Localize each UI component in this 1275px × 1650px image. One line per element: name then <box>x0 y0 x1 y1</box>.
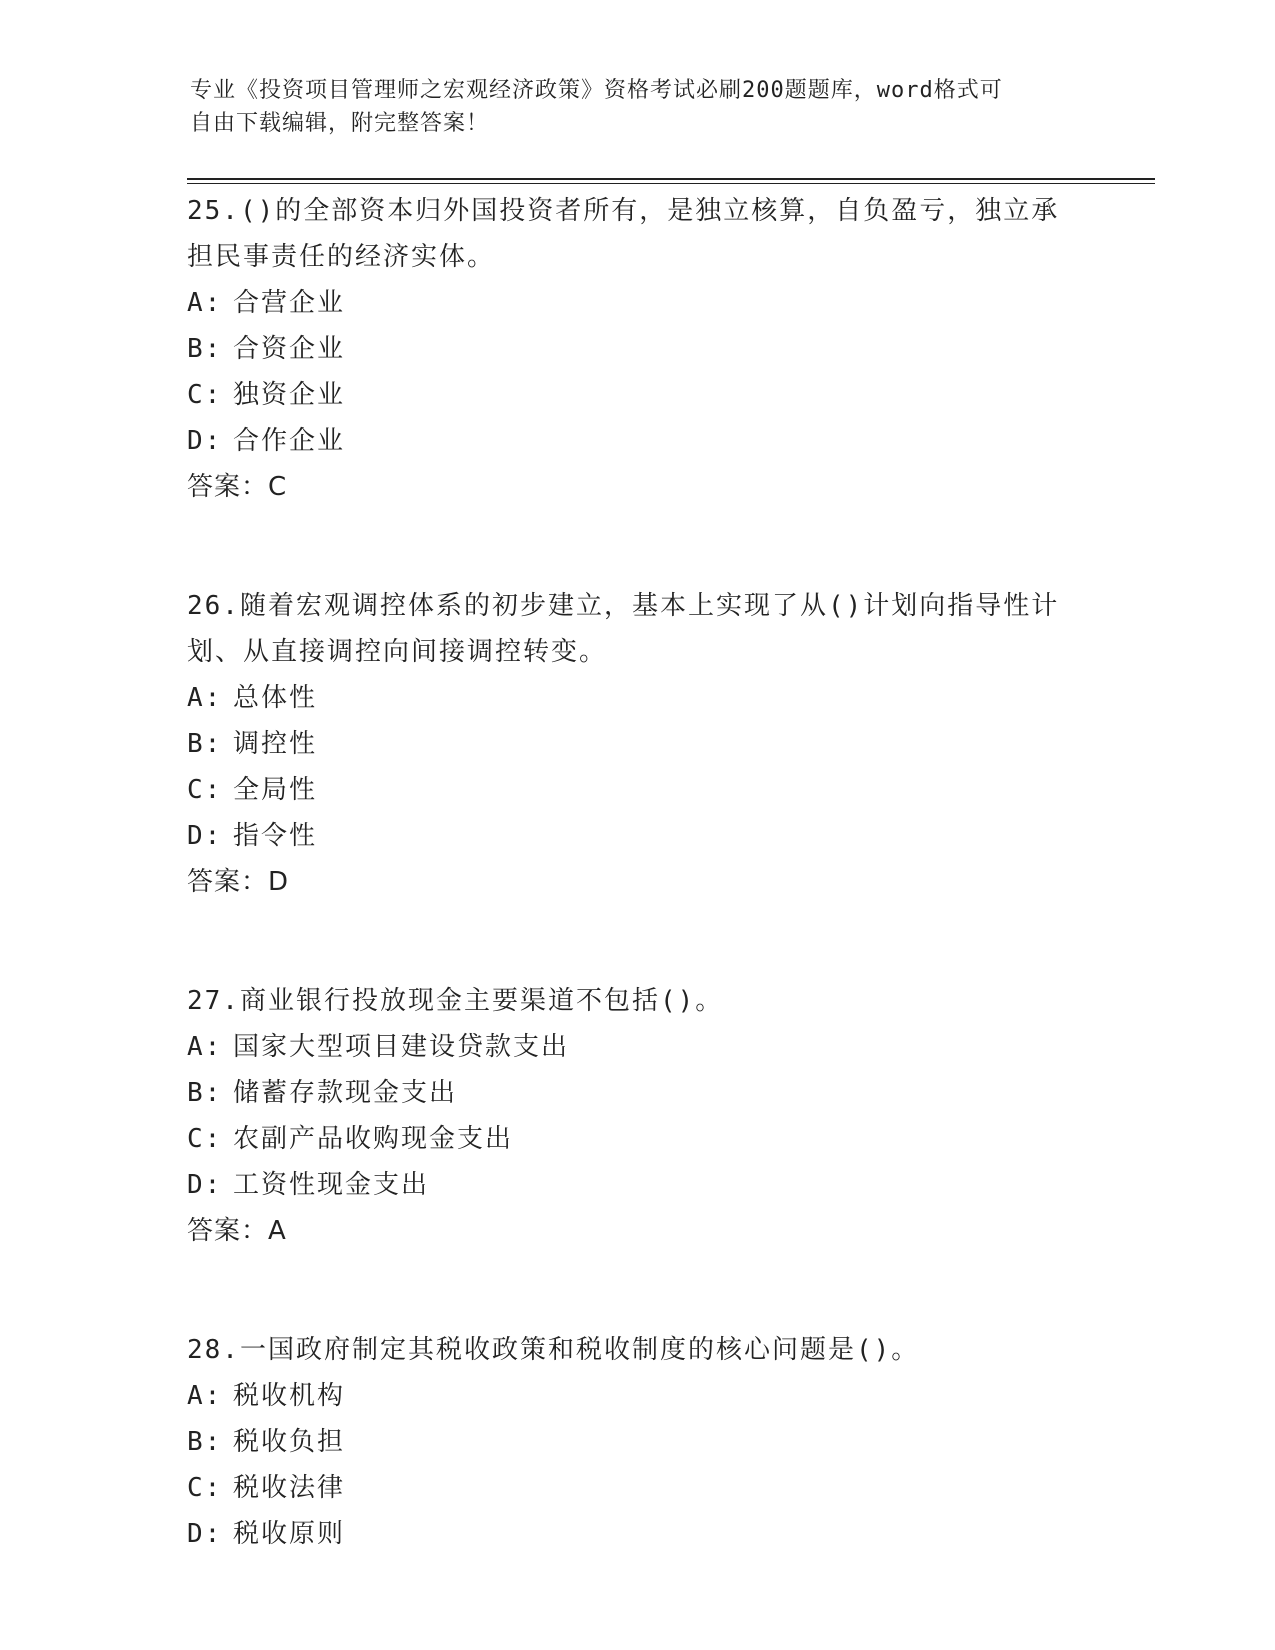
option-text: 税收负担 <box>233 1427 346 1457</box>
option-c <box>187 767 1087 813</box>
question-spacer <box>187 510 1087 583</box>
option-d <box>187 418 1087 464</box>
option-letter: D: <box>187 821 223 851</box>
option-text: 独资企业 <box>233 380 346 410</box>
option-letter: A: <box>187 1381 223 1411</box>
option-a <box>187 1024 1087 1070</box>
answer-line: 答案：C <box>187 472 288 502</box>
question-25 <box>187 188 1087 510</box>
option-text: 储蓄存款现金支出 <box>233 1078 458 1108</box>
option-c <box>187 1465 1087 1511</box>
question-text <box>187 188 1087 280</box>
header-divider-thick <box>187 178 1155 180</box>
option-text: 总体性 <box>233 683 318 713</box>
question-text-line-1: 26.随着宏观调控体系的初步建立，基本上实现了从()计划向指导性计 <box>187 591 1060 621</box>
option-d <box>187 813 1087 859</box>
option-b <box>187 1419 1087 1465</box>
option-a <box>187 1373 1087 1419</box>
option-text: 全局性 <box>233 775 318 805</box>
option-c <box>187 1116 1087 1162</box>
option-letter: B: <box>187 334 223 364</box>
answer-line: 答案：D <box>187 867 290 897</box>
header-line-1: 专业《投资项目管理师之宏观经济政策》资格考试必刷200题题库，word格式可 <box>190 78 1003 103</box>
option-text: 合作企业 <box>233 426 346 456</box>
option-b <box>187 721 1087 767</box>
option-letter: B: <box>187 1078 223 1108</box>
option-text: 农副产品收购现金支出 <box>233 1124 514 1154</box>
question-text-line-1: 28.一国政府制定其税收政策和税收制度的核心问题是()。 <box>187 1335 920 1365</box>
option-d <box>187 1511 1087 1557</box>
option-text: 国家大型项目建设贷款支出 <box>233 1032 570 1062</box>
option-d <box>187 1162 1087 1208</box>
question-text-line-2: 划、从直接调控向间接调控转变。 <box>187 637 608 667</box>
header-line-2: 自由下载编辑，附完整答案！ <box>190 111 490 136</box>
question-list <box>187 188 1087 1557</box>
question-text <box>187 978 1087 1024</box>
option-text: 税收原则 <box>233 1519 346 1549</box>
option-b <box>187 1070 1087 1116</box>
option-letter: C: <box>187 775 223 805</box>
question-26 <box>187 583 1087 905</box>
option-letter: D: <box>187 426 223 456</box>
option-letter: B: <box>187 1427 223 1457</box>
answer-line: 答案：A <box>187 1216 287 1246</box>
question-28 <box>187 1327 1087 1557</box>
option-b <box>187 326 1087 372</box>
option-letter: B: <box>187 729 223 759</box>
header-divider-thin <box>187 183 1155 184</box>
question-text <box>187 1327 1087 1373</box>
document-header <box>190 74 1090 140</box>
option-text: 税收法律 <box>233 1473 346 1503</box>
question-text-line-1: 27.商业银行投放现金主要渠道不包括()。 <box>187 986 724 1016</box>
option-a <box>187 280 1087 326</box>
option-text: 指令性 <box>233 821 318 851</box>
option-c <box>187 372 1087 418</box>
question-spacer <box>187 905 1087 978</box>
option-letter: D: <box>187 1170 223 1200</box>
option-letter: C: <box>187 380 223 410</box>
option-text: 税收机构 <box>233 1381 346 1411</box>
question-text-line-1: 25.()的全部资本归外国投资者所有，是独立核算，自负盈亏，独立承 <box>187 196 1060 226</box>
option-letter: A: <box>187 288 223 318</box>
question-text-line-2: 担民事责任的经济实体。 <box>187 242 496 272</box>
option-text: 调控性 <box>233 729 318 759</box>
question-text <box>187 583 1087 675</box>
option-letter: C: <box>187 1473 223 1503</box>
option-a <box>187 675 1087 721</box>
option-text: 合资企业 <box>233 334 346 364</box>
option-letter: A: <box>187 683 223 713</box>
question-spacer <box>187 1254 1087 1327</box>
option-letter: A: <box>187 1032 223 1062</box>
question-27 <box>187 978 1087 1254</box>
option-letter: D: <box>187 1519 223 1549</box>
option-text: 合营企业 <box>233 288 346 318</box>
option-text: 工资性现金支出 <box>233 1170 430 1200</box>
option-letter: C: <box>187 1124 223 1154</box>
